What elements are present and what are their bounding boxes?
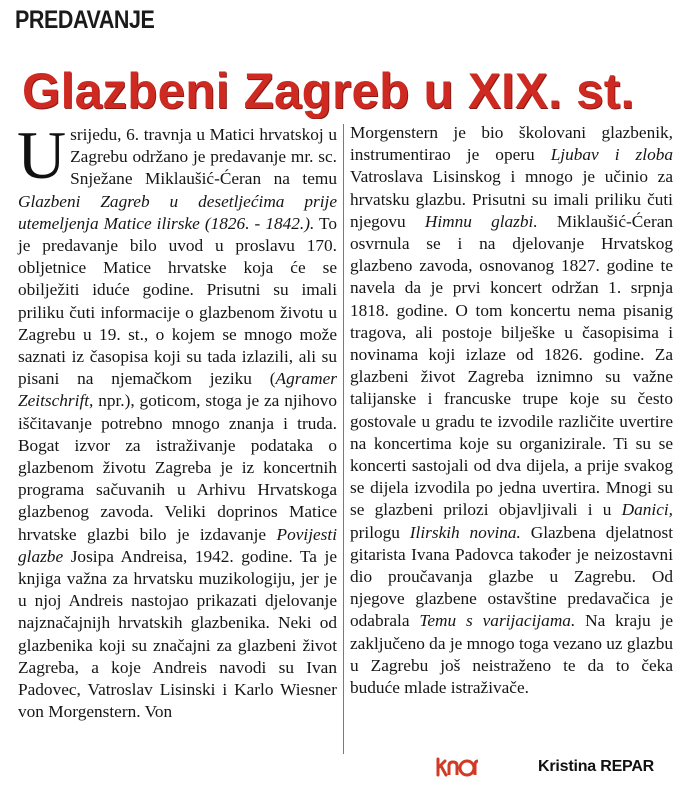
italic-run: Himnu glazbi. — [424, 211, 538, 231]
text-run: Na kraju je zaključeno da je mnogo toga vezano uz glazbu u Zagrebu još neistraženo te da to čeka buduće mlade istraživače. — [350, 611, 673, 698]
italic-run: Glazbeni Zagreb u desetljećima prije utemeljenja Matice ilirske (1826. - 1842.). — [18, 191, 337, 233]
italic-run: Ljubav i zloba — [550, 145, 673, 165]
article-paragraph — [350, 122, 673, 699]
text-run: npr.), goticom, stoga je za njihovo iščitavanje potrebno mnogo znanja i truda. Bogat izvor za istraživanje podataka o glazbenom životu Zagreba je iz koncertnih programa sačuvanih u Arhivu Hrvatskoga glazbenog zavoda. Veliki doprinos Matice hrvatske glazbi bilo je izdavanje — [18, 391, 337, 544]
text-run: Josipa Andreisa, 1942. godine. Ta je knjiga važna za hrvatsku muzikologiju, jer je u njoj Andreis nastojao prikazati djelovanje najznačajnijh hrvatskih glazbenika. Neki od glazbenika koji su značajni za glazbeni život Zagreba, a koje Andreis navodi su Ivan Padovec, Vatroslav Lisinski i Karlo Wiesner von Morgenstern. Von — [18, 546, 337, 722]
section-label: PREDAVANJE — [15, 6, 155, 34]
article-column-right — [350, 122, 673, 699]
article-paragraph — [17, 117, 338, 723]
text-run: Morgenstern je bio školovani glazbenik, instrumentirao je operu — [350, 123, 673, 165]
article-title: Glazbeni Zagreb u XIX. st. — [22, 63, 635, 119]
italic-run: Temu s varijacijama. — [419, 611, 576, 631]
author-byline: Kristina REPAR — [538, 758, 655, 775]
publication-logo-icon — [434, 756, 482, 778]
italic-run: Ilirskih novina. — [409, 522, 521, 542]
text-run: srijedu, 6. travnja u Matici hrvatskoj u Zagrebu održano je predavanje mr. sc. Snježane Miklaušić-Ćeran na temu — [70, 125, 337, 189]
text-run: To je predavanje bilo uvod u proslavu 170. obljetnice Matice hrvatske koja će se obilježiti iduće godine. Prisutni su imali priliku čuti informacije o glazbenom životu u Zagrebu u 19. st., o kojem se mnogo može saznati iz časopisa koji su tada izlazili, ali su pisani na njemačkom jeziku ( — [18, 213, 338, 389]
italic-run: Danici, — [621, 500, 673, 520]
column-divider — [343, 124, 344, 754]
text-run: prilogu — [350, 522, 410, 542]
text-run: Vatroslava Lisinskog i mnogo je učinio za hrvatsku glazbu. Prisutni su imali priliku čuti njegovu — [350, 167, 673, 231]
text-run: Miklaušić-Ćeran osvrnula se i na djelovanje Hrvatskog glazbeno zavoda, osnovanog 1827. godine te navela da je prvi koncert održan 1. srpnja 1818. godine. O tom koncertu nema pisanig tragova, ali postoje bilješke u časopisima i novinama koji izlaze od 1826. godine. Za glazbeni život Zagreba iznimno su važne talijanske i francuske trupe koje su često gostovale u gradu te izvodile različite uvertire na koncertima koje su organizirale. Ti su se koncerti sastojali od dva dijela, a prije svakog se dijela izvodila po jedna uvertira. Mnogi su se glazbeni prilozi objavljivali i u — [350, 211, 674, 520]
italic-run: Povijesti glazbe — [18, 524, 337, 566]
article-column-left — [17, 117, 338, 723]
italic-run: Agramer Zeitschrift, — [18, 369, 337, 411]
drop-cap: U — [17, 117, 67, 193]
text-run: Glazbena djelatnost gitarista Ivana Padovca također je neizostavni dio proučavanja glazbe u Zagrebu. Od njegove glazbene ostavštine predavačica je odabrala — [350, 522, 673, 631]
